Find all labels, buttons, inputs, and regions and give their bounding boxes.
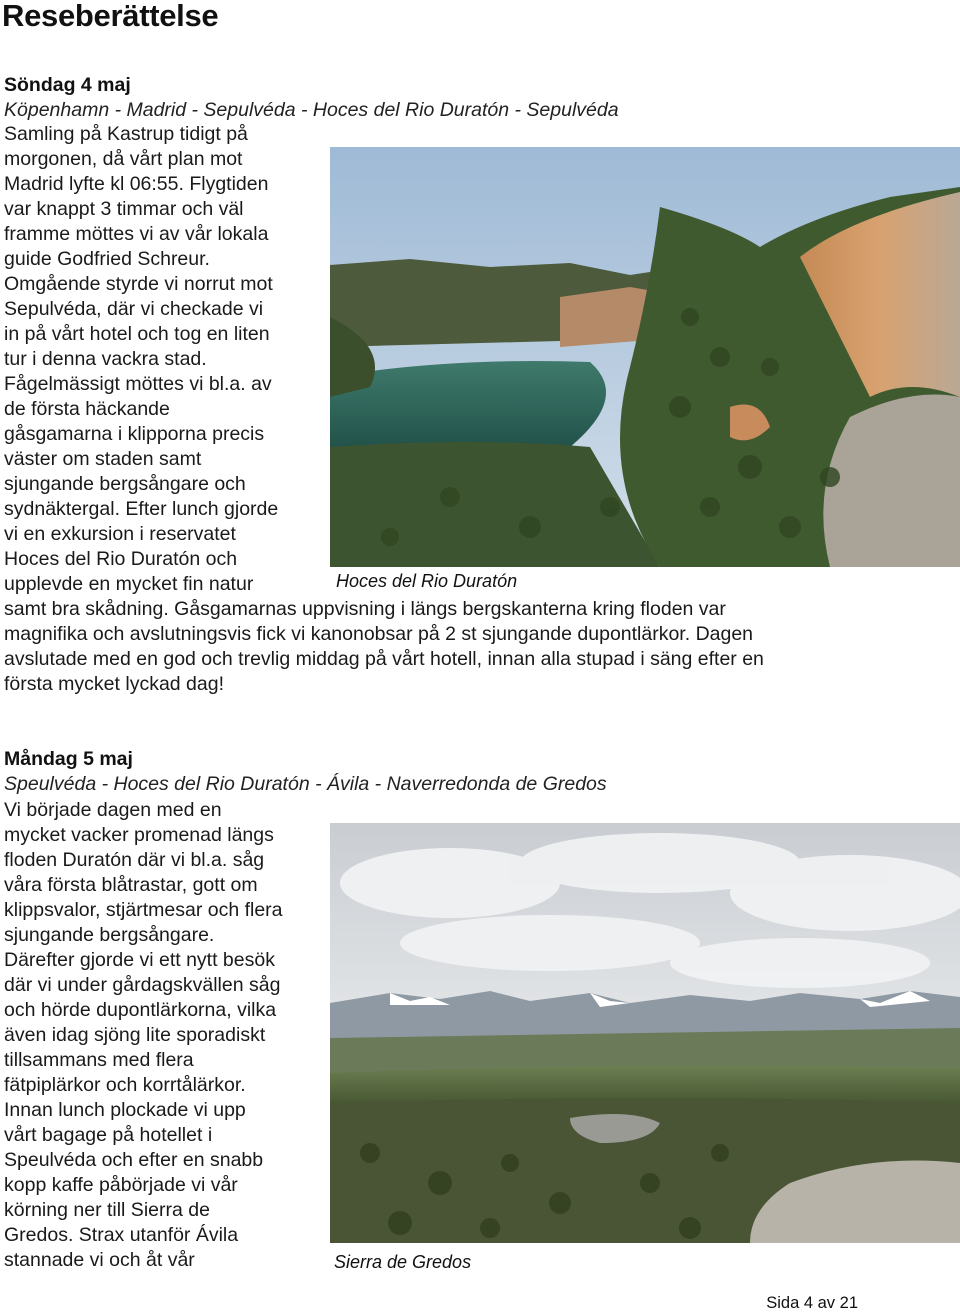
- text-line: var knappt 3 timmar och väl: [4, 198, 244, 220]
- text-line: floden Duratón där vi bl.a. såg: [4, 849, 265, 871]
- text-line: tur i denna vackra stad.: [4, 348, 207, 370]
- text-line: fätpiplärkor och korrtålärkor.: [4, 1074, 246, 1096]
- text-line: Gredos. Strax utanför Ávila: [4, 1224, 239, 1246]
- day1-heading: Söndag 4 maj: [4, 74, 131, 96]
- text-line: Hoces del Rio Duratón och: [4, 548, 238, 570]
- day2-heading: Måndag 5 maj: [4, 748, 133, 770]
- text-line: även idag sjöng lite sporadiskt: [4, 1024, 266, 1046]
- text-line: vi en exkursion i reservatet: [4, 523, 236, 545]
- mountain-photo: [330, 823, 960, 1243]
- text-line: sjungande bergsångare.: [4, 924, 215, 946]
- text-line: och hörde dupontlärkorna, vilka: [4, 999, 277, 1021]
- text-line: Vi började dagen med en: [4, 799, 222, 821]
- text-line: stannade vi och åt vår: [4, 1249, 195, 1271]
- text-line: körning ner till Sierra de: [4, 1199, 210, 1221]
- text-line: in på vårt hotel och tog en liten: [4, 323, 270, 345]
- text-line: vårt bagage på hotellet i: [4, 1124, 213, 1146]
- text-line: våra första blåtrastar, gott om: [4, 874, 258, 896]
- day1-wide-text: [4, 597, 764, 697]
- text-line: Därefter gjorde vi ett nytt besök: [4, 949, 275, 971]
- text-line: Omgående styrde vi norrut mot: [4, 273, 273, 295]
- text-line: första mycket lyckad dag!: [4, 673, 225, 695]
- text-line: väster om staden samt: [4, 448, 202, 470]
- text-line: Innan lunch plockade vi upp: [4, 1099, 246, 1121]
- text-line: de första häckande: [4, 398, 170, 420]
- day2-route: Speulvéda - Hoces del Rio Duratón - Ávila - Naverredonda de Gredos: [4, 773, 607, 795]
- text-line: guide Godfried Schreur.: [4, 248, 210, 270]
- text-line: Madrid lyfte kl 06:55. Flygtiden: [4, 173, 269, 195]
- text-line: sydnäktergal. Efter lunch gjorde: [4, 498, 279, 520]
- text-line: tillsammans med flera: [4, 1049, 194, 1071]
- text-line: upplevde en mycket fin natur: [4, 573, 254, 595]
- text-line: framme möttes vi av vår lokala: [4, 223, 269, 245]
- text-line: där vi under gårdagskvällen såg: [4, 974, 281, 996]
- text-line: kopp kaffe påbörjade vi vår: [4, 1174, 238, 1196]
- canyon-photo: [330, 147, 960, 567]
- text-line: samt bra skådning. Gåsgamarnas uppvisning i längs bergskanterna kring floden var: [4, 598, 726, 620]
- text-line: Speulvéda och efter en snabb: [4, 1149, 264, 1171]
- text-line: magnifika och avslutningsvis fick vi kanonobsar på 2 st sjungande dupontlärkor. Dagen: [4, 623, 754, 645]
- text-line: Sepulvéda, där vi checkade vi: [4, 298, 264, 320]
- text-line: sjungande bergsångare och: [4, 473, 246, 495]
- text-line: Samling på Kastrup tidigt på: [4, 123, 248, 145]
- text-line: gåsgamarna i klipporna precis: [4, 423, 265, 445]
- day1-route: Köpenhamn - Madrid - Sepulvéda - Hoces del Rio Duratón - Sepulvéda: [4, 99, 619, 121]
- text-line: mycket vacker promenad längs: [4, 824, 274, 846]
- page-number: Sida 4 av 21: [766, 1294, 858, 1312]
- text-line: klippsvalor, stjärtmesar och flera: [4, 899, 283, 921]
- text-line: morgonen, då vårt plan mot: [4, 148, 243, 170]
- page-title: Reseberättelse: [2, 0, 219, 33]
- mountain-photo-caption: Sierra de Gredos: [334, 1252, 472, 1272]
- day2-narrow-text: [4, 798, 283, 1273]
- day1-narrow-text: [4, 122, 278, 597]
- canyon-photo-caption: Hoces del Rio Duratón: [336, 571, 518, 591]
- text-line: avslutade med en god och trevlig middag på vårt hotell, innan alla stupad i säng efter en: [4, 648, 764, 670]
- text-line: Fågelmässigt möttes vi bl.a. av: [4, 373, 272, 395]
